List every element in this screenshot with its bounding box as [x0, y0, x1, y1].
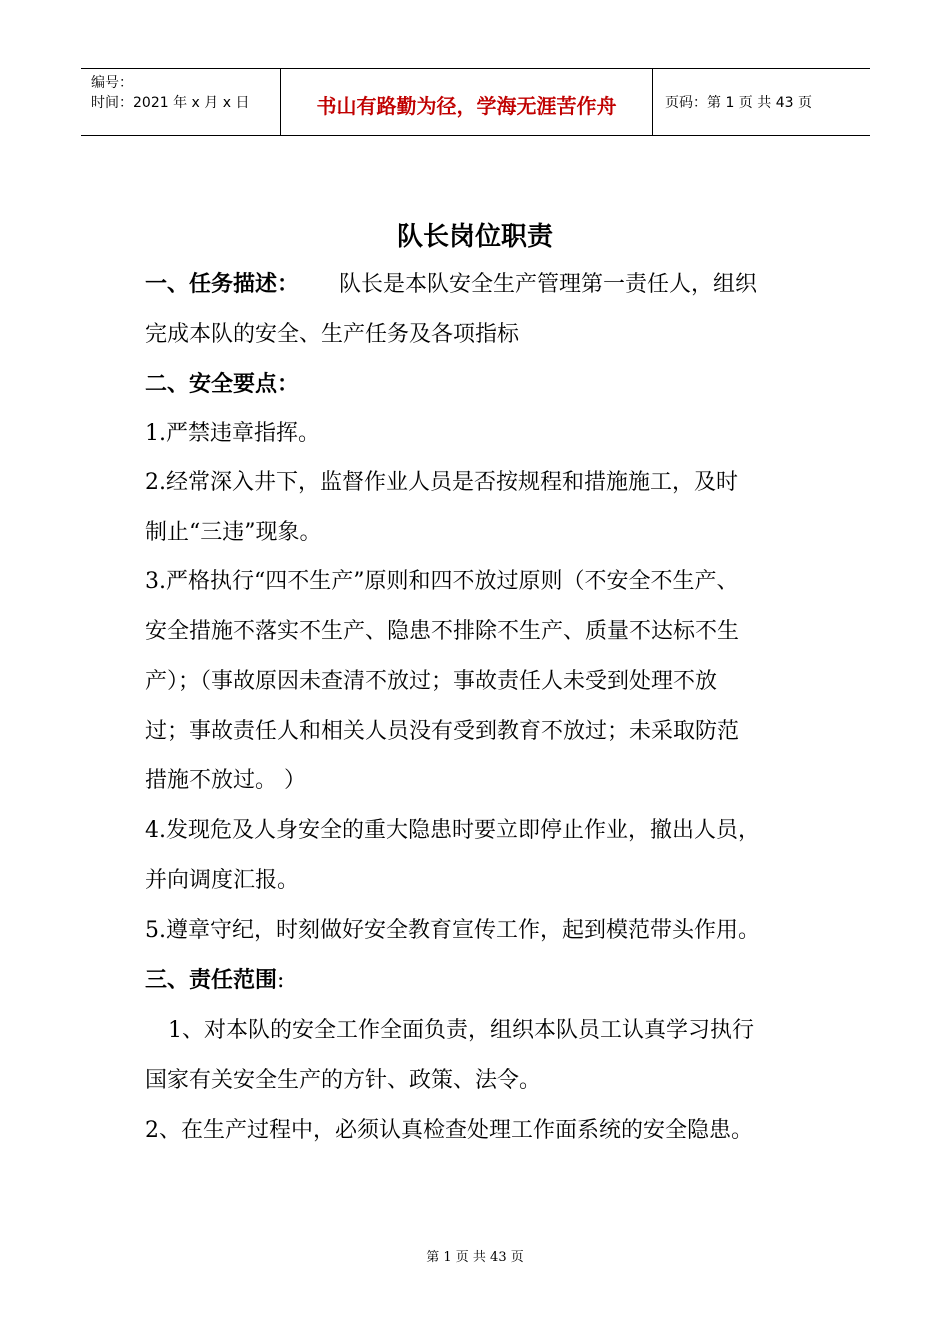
header-motto: 书山有路勤为径，学海无涯苦作舟: [281, 69, 653, 135]
doc-time-label: 时间：2021 年 x 月 x 日: [91, 95, 250, 111]
section-2-item-3e: 措施不放过。 ）: [145, 768, 306, 793]
section-2-item-4a: 4.发现危及人身安全的重大隐患时要立即停止作业，撤出人员，: [145, 818, 760, 843]
section-2-heading: 二、安全要点：: [145, 372, 300, 397]
section-3-heading-line: [145, 966, 284, 996]
header-meta: [81, 69, 281, 135]
section-3-item-2: 2、在生产过程中，必须认真检查处理工作面系统的安全隐患。: [145, 1118, 753, 1143]
section-1-text-a: 队长是本队安全生产管理第一责任人，组织: [339, 272, 758, 297]
section-1-text-b: 完成本队的安全、生产任务及各项指标: [145, 322, 520, 347]
document-title: 队长岗位职责: [396, 222, 553, 252]
page-header: [81, 68, 870, 136]
section-2-item-3a: 3.严格执行“四不生产”原则和四不放过原则（不安全不生产、: [145, 569, 739, 594]
section-2-item-1: 1.严禁违章指挥。: [145, 421, 320, 446]
header-page-info: 页码：第 1 页 共 43 页: [665, 95, 812, 111]
section-2-item-3b: 安全措施不落实不生产、隐患不排除不生产、质量不达标不生: [145, 619, 740, 644]
section-2-item-3c: 产）；（事故原因未查清不放过；事故责任人未受到处理不放: [145, 669, 718, 694]
section-2-item-5: 5.遵章守纪，时刻做好安全教育宣传工作，起到模范带头作用。: [145, 918, 760, 943]
section-2-item-4b: 并向调度汇报。: [145, 868, 300, 893]
section-2-item-2b: 制止“三违”现象。: [145, 520, 322, 545]
page-footer: 第 1 页 共 43 页: [426, 1250, 524, 1265]
section-2-item-2a: 2.经常深入井下，监督作业人员是否按规程和措施施工，及时: [145, 470, 738, 495]
section-3-item-1a: 1、对本队的安全工作全面负责，组织本队员工认真学习执行: [168, 1018, 754, 1043]
section-3-heading: 三、责任范围: [145, 968, 278, 993]
section-3-colon: :: [277, 968, 285, 993]
doc-number-label: 编号：: [91, 75, 133, 91]
section-1-heading: 一、任务描述：: [145, 272, 300, 297]
section-2-item-3d: 过；事故责任人和相关人员没有受到教育不放过；未采取防范: [145, 719, 740, 744]
section-3-item-1b: 国家有关安全生产的方针、政策、法令。: [145, 1068, 542, 1093]
section-1-line-1: [145, 270, 757, 300]
